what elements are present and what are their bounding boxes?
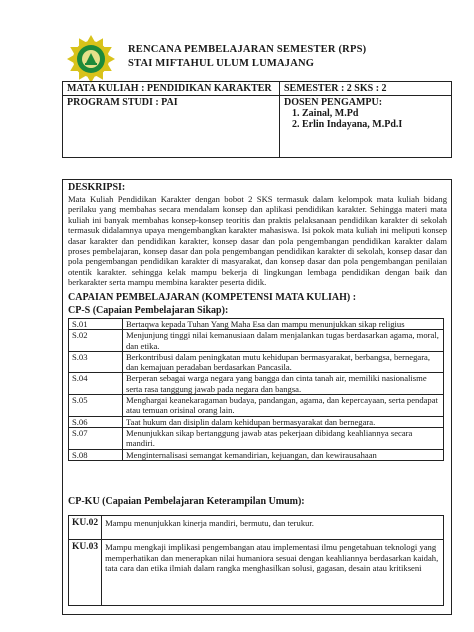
outcome-code: S.04	[69, 373, 123, 395]
table-row	[69, 427, 444, 449]
document-title: RENCANA PEMBELAJARAN SEMESTER (RPS)	[128, 44, 367, 55]
table-row	[69, 540, 444, 606]
lecturer-item: 2. Erlin Indayana, M.Pd.I	[292, 119, 403, 130]
outcome-code: S.01	[69, 319, 123, 330]
table-row	[69, 516, 444, 540]
outcome-text: Taat hukum dan disiplin dalam kehidupan bermasyarakat dan bernegara.	[123, 416, 444, 427]
semester-credits: SEMESTER : 2 SKS : 2	[280, 82, 452, 96]
outcome-text: Menginternalisasi semangat kemandirian, kejuangan, dan kewirausahaan	[123, 449, 444, 460]
table-row	[69, 330, 444, 352]
outcome-text: Berkontribusi dalam peningkatan mutu kehidupan bermasyarakat, berbangsa, bernegara, dan kemajuan peradaban berdasarkan Pancasila.	[123, 351, 444, 373]
study-program: PROGRAM STUDI : PAI	[63, 96, 280, 158]
table-row	[69, 449, 444, 460]
cps-label: CP-S (Capaian Pembelajaran Sikap):	[68, 305, 229, 316]
lecturer-label: DOSEN PENGAMPU:	[284, 97, 383, 108]
outcome-text: Mampu menunjukkan kinerja mandiri, bermutu, dan terukur.	[102, 516, 444, 540]
outcome-text: Menjunjung tinggi nilai kemanusiaan dalam menjalankan tugas berdasarkan agama, moral, dan etika.	[123, 330, 444, 352]
table-row	[69, 416, 444, 427]
outcome-code: S.08	[69, 449, 123, 460]
outcome-code: S.03	[69, 351, 123, 373]
lecturer-list	[284, 108, 447, 130]
course-info-table	[62, 81, 452, 158]
outcome-code: S.06	[69, 416, 123, 427]
general-skills-table	[68, 515, 444, 606]
description-text: Mata Kuliah Pendidikan Karakter dengan bobot 2 SKS termasuk dalam kelompok mata kuliah bidang perilaku yang membahas secara mendalam konsep dan aplikasi pendidikan karakter. Sehingga materi mata kuliah ini banyak membahas konsep-konsep teoritis dan praktis pelaksanaan pendidikan karakter di sekolah termasuk didalamnya upaya mengembangkan karakter mahasiswa. Isi pokok mata kuliah ini meliputi konsep dasar karakter dan pendidikan karakter, konsep dasar dan pola pengembangan pendidikan karakter dalam proses pembelajaran, konsep dasar dan pola pengembangan pendidikan karakter di sekolah, konsep dasar dan pola pengembangan pendidikan karakter di masyarakat, dan konsep dasar dan pola pengembangan penilaian otentik karakter. sehingga kelak mampu bekerja di lingkungan lembaga pendidikan dengan baik dan berkarakter serta mampu membina karakter peserta didik.	[68, 194, 447, 288]
outcome-code: S.07	[69, 427, 123, 449]
outcome-text: Bertaqwa kepada Tuhan Yang Maha Esa dan mampu menunjukkan sikap religius	[123, 319, 444, 330]
learning-outcomes-label: CAPAIAN PEMBELAJARAN (KOMPETENSI MATA KULIAH) :	[68, 292, 357, 303]
outcome-code: KU.02	[69, 516, 102, 540]
table-row	[69, 395, 444, 417]
course-name: MATA KULIAH : PENDIDIKAN KARAKTER	[63, 82, 280, 96]
table-row	[69, 351, 444, 373]
outcome-text: Mampu mengkaji implikasi pengembangan atau implementasi ilmu pengetahuan teknologi yang memperhatikan dan menerapkan nilai humaniora sesuai dengan keahliannya berdasarkan kaidah, tata cara dan etika ilmiah dalam rangka menghasilkan solusi, gagasan, desain atau kritikseni	[102, 540, 444, 606]
outcome-text: Menunjukkan sikap bertanggung jawab atas pekerjaan dibidang keahliannya secara mandiri.	[123, 427, 444, 449]
attitude-outcomes-table	[68, 318, 444, 461]
lecturer-cell	[280, 96, 452, 158]
institution-name: STAI MIFTAHUL ULUM LUMAJANG	[128, 58, 315, 69]
outcome-text: Menghargai keanekaragaman budaya, pandangan, agama, dan kepercayaan, serta pendapat atau temuan orisinal orang lain.	[123, 395, 444, 417]
lecturer-item: 1. Zainal, M.Pd	[292, 108, 359, 119]
outcome-text: Berperan sebagai warga negara yang bangga dan cinta tanah air, memiliki nasionalisme serta rasa tanggung jawab pada negara dan bangsa.	[123, 373, 444, 395]
outcome-code: S.02	[69, 330, 123, 352]
description-label: DESKRIPSI:	[68, 182, 126, 193]
cpku-label: CP-KU (Capaian Pembelajaran Keterampilan Umum):	[68, 496, 305, 507]
outcome-code: S.05	[69, 395, 123, 417]
table-row	[69, 373, 444, 395]
table-row	[69, 319, 444, 330]
outcome-code: KU.03	[69, 540, 102, 606]
institution-emblem-icon	[66, 34, 116, 84]
